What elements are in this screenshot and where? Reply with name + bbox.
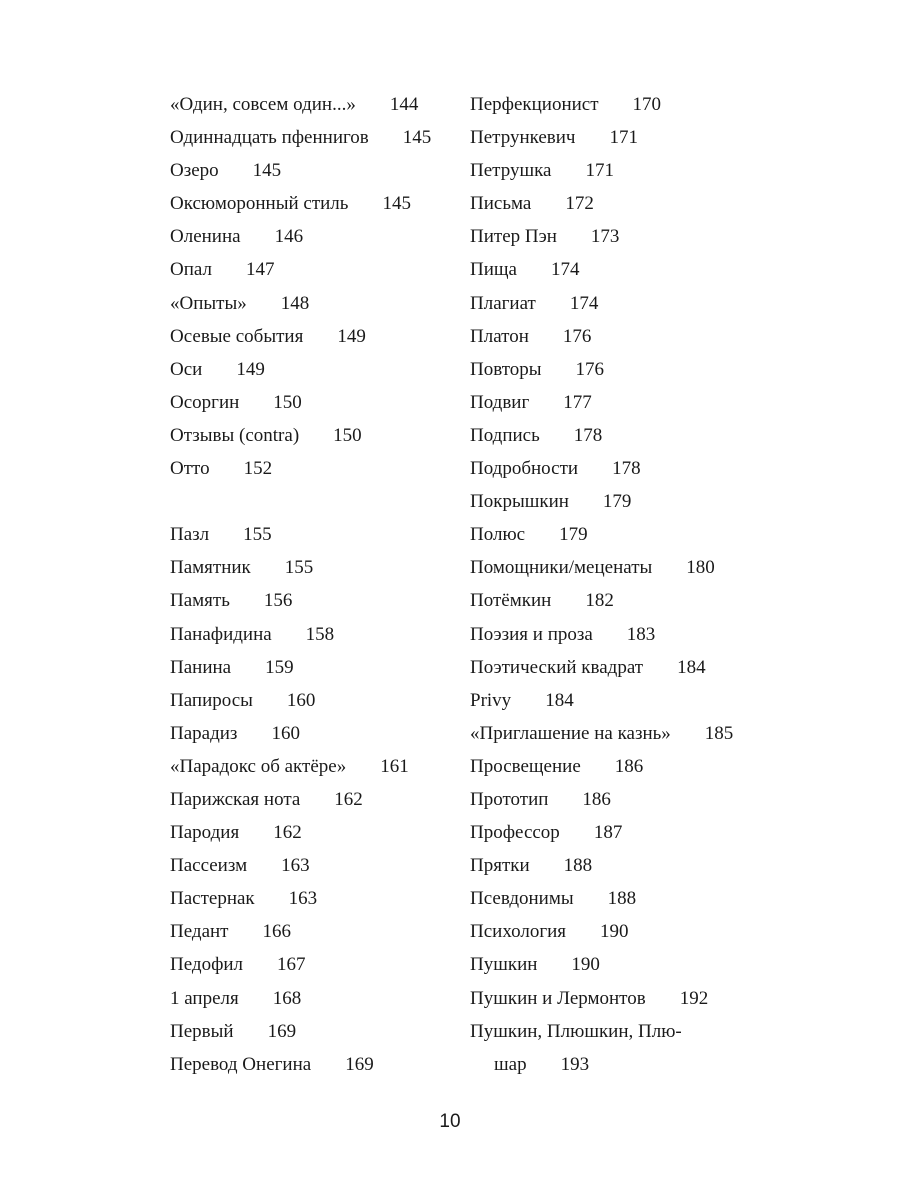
index-page-number: 190 bbox=[571, 954, 600, 976]
index-page-number: 173 bbox=[590, 226, 620, 248]
index-term: Пародия bbox=[170, 822, 240, 844]
index-term: Платон bbox=[470, 325, 529, 347]
index-entry bbox=[170, 88, 460, 121]
index-page-number: 176 bbox=[562, 325, 592, 347]
index-entry bbox=[170, 220, 460, 253]
index-term: Парадиз bbox=[170, 722, 238, 744]
index-entry bbox=[470, 320, 800, 353]
index-term: Пушкин и Лермонтов bbox=[470, 987, 646, 1009]
index-entry bbox=[170, 618, 460, 651]
index-entry bbox=[470, 915, 800, 948]
index-term: Парижская нота bbox=[170, 788, 301, 810]
index-page-number: 160 bbox=[286, 689, 316, 711]
index-term: Плагиат bbox=[470, 292, 536, 314]
index-term: Пища bbox=[470, 259, 517, 281]
index-entry bbox=[470, 253, 800, 286]
index-page-number: 163 bbox=[288, 888, 318, 910]
index-page-number: 174 bbox=[569, 292, 599, 314]
index-entry bbox=[470, 386, 800, 419]
index-entry bbox=[470, 187, 800, 220]
index-term: Пазл bbox=[170, 524, 210, 546]
index-term: Подробности bbox=[470, 458, 579, 480]
index-page-number: 160 bbox=[271, 722, 300, 744]
index-term: Отзывы (contra) bbox=[170, 424, 300, 446]
index-term: Память bbox=[170, 590, 230, 612]
index-page-number: 145 bbox=[402, 127, 432, 149]
index-term: Петрункевич bbox=[470, 127, 576, 149]
index-page-number: 187 bbox=[593, 822, 623, 844]
index-column-left bbox=[170, 88, 460, 1081]
index-page-number: 152 bbox=[243, 458, 273, 480]
index-term: Подвиг bbox=[470, 391, 530, 413]
index-term: Памятник bbox=[170, 557, 251, 579]
index-page-number: 144 bbox=[389, 94, 419, 115]
index-page-number: 146 bbox=[274, 226, 304, 248]
index-entry bbox=[170, 816, 460, 849]
index-entry bbox=[470, 849, 800, 882]
index-page-number: 176 bbox=[575, 358, 605, 380]
index-entry bbox=[470, 518, 800, 551]
index-page-number: 185 bbox=[704, 722, 734, 744]
index-entry bbox=[170, 253, 460, 286]
index-page-number: 162 bbox=[273, 822, 302, 844]
index-term: Отто bbox=[170, 458, 210, 480]
index-entry bbox=[470, 948, 800, 981]
index-term: Просвещение bbox=[470, 755, 581, 777]
index-page-number: 145 bbox=[382, 193, 411, 215]
index-page-number: 148 bbox=[280, 292, 310, 314]
index-term: Письма bbox=[470, 193, 532, 215]
index-entry bbox=[470, 287, 800, 320]
index-term: Осоргин bbox=[170, 391, 240, 413]
index-entry bbox=[470, 584, 800, 617]
index-entry bbox=[170, 915, 460, 948]
index-entry bbox=[170, 154, 460, 187]
index-entry bbox=[170, 419, 460, 452]
index-page-number: 169 bbox=[267, 1020, 297, 1042]
index-page-number: 166 bbox=[262, 921, 291, 943]
index-page-number: 171 bbox=[585, 160, 614, 182]
index-entry bbox=[170, 1048, 460, 1081]
index-page-number: 171 bbox=[609, 127, 638, 149]
index-page-number: 159 bbox=[265, 656, 294, 678]
index-term: Пушкин bbox=[470, 954, 538, 976]
index-entry bbox=[170, 717, 460, 750]
index-term: Оксюморонный стиль bbox=[170, 193, 349, 215]
index-entry bbox=[470, 353, 800, 386]
index-term: Психология bbox=[470, 921, 567, 943]
index-entry bbox=[170, 882, 460, 915]
index-page-number: 186 bbox=[614, 755, 644, 777]
index-term: «Один, совсем один...» bbox=[170, 94, 356, 115]
index-entry bbox=[470, 121, 800, 154]
index-entry bbox=[470, 551, 800, 584]
index-term: Privy bbox=[470, 689, 512, 711]
index-page-number: 169 bbox=[345, 1053, 374, 1075]
index-term: Оленина bbox=[170, 226, 241, 248]
index-page-number: 172 bbox=[565, 193, 594, 215]
index-entry-continuation bbox=[470, 1048, 800, 1081]
index-term: Полюс bbox=[470, 524, 526, 546]
index-entry bbox=[170, 320, 460, 353]
index-term: Пассеизм bbox=[170, 855, 248, 877]
index-entry bbox=[470, 485, 800, 518]
index-entry bbox=[470, 717, 800, 750]
index-entry bbox=[470, 154, 800, 187]
index-term: Поэтический квадрат bbox=[470, 656, 644, 678]
index-page-number: 163 bbox=[281, 855, 310, 877]
index-entry bbox=[470, 750, 800, 783]
index-term: Панина bbox=[170, 656, 232, 678]
index-entry bbox=[470, 88, 800, 121]
index-entry bbox=[470, 419, 800, 452]
index-page-number: 183 bbox=[626, 623, 656, 645]
index-page-number: 155 bbox=[243, 524, 272, 546]
index-term: 1 апреля bbox=[170, 987, 239, 1009]
index-entry bbox=[170, 849, 460, 882]
index-term: Одиннадцать пфеннигов bbox=[170, 127, 369, 149]
index-term: Первый bbox=[170, 1020, 234, 1042]
index-entry bbox=[170, 386, 460, 419]
index-page-number: 179 bbox=[602, 491, 632, 513]
index-term: Папиросы bbox=[170, 689, 253, 711]
index-entry bbox=[470, 651, 800, 684]
index-term: Помощники/меценаты bbox=[470, 557, 653, 579]
index-entry bbox=[170, 651, 460, 684]
index-entry bbox=[170, 584, 460, 617]
index-term: Профессор bbox=[470, 822, 560, 844]
index-term: Педант bbox=[170, 921, 229, 943]
index-page-number: 177 bbox=[563, 391, 592, 413]
index-page-number: 178 bbox=[573, 424, 603, 446]
index-entry bbox=[170, 353, 460, 386]
index-page-number: 174 bbox=[550, 259, 580, 281]
index-entry bbox=[170, 948, 460, 981]
index-page-number: 167 bbox=[277, 954, 306, 976]
index-term: Перфекционист bbox=[470, 94, 599, 115]
page-number: 10 bbox=[439, 1111, 461, 1132]
index-page-number: 170 bbox=[632, 94, 662, 115]
index-term: Петрушка bbox=[470, 160, 552, 182]
index-page-number: 147 bbox=[245, 259, 275, 281]
index-term: Опал bbox=[170, 259, 212, 281]
index-term: Пастернак bbox=[170, 888, 255, 910]
index-term: Подпись bbox=[470, 424, 540, 446]
index-term: Прототип bbox=[470, 788, 549, 810]
index-term: «Приглашение на казнь» bbox=[470, 722, 671, 744]
index-term: Поэзия и проза bbox=[470, 623, 593, 645]
index-entry bbox=[470, 816, 800, 849]
index-entry bbox=[170, 684, 460, 717]
index-term: «Парадокс об актёре» bbox=[170, 755, 347, 777]
index-page-number: 162 bbox=[334, 788, 363, 810]
index-term: Питер Пэн bbox=[470, 226, 557, 248]
index-term: Повторы bbox=[470, 358, 542, 380]
index-term: Оси bbox=[170, 358, 203, 380]
index-page-number: 161 bbox=[380, 755, 409, 777]
index-entry bbox=[470, 220, 800, 253]
index-page-number: 150 bbox=[273, 391, 302, 413]
index-term: Озеро bbox=[170, 160, 219, 182]
index-entry bbox=[170, 783, 460, 816]
index-term: шар bbox=[494, 1053, 527, 1075]
index-term: Потёмкин bbox=[470, 590, 552, 612]
index-entry bbox=[170, 1015, 460, 1048]
index-term: Покрышкин bbox=[470, 491, 569, 513]
index-entry bbox=[470, 982, 800, 1015]
index-term: Панафидина bbox=[170, 623, 272, 645]
index-page-number: 155 bbox=[284, 557, 314, 579]
index-entry bbox=[170, 750, 460, 783]
index-page-number: 192 bbox=[679, 987, 709, 1009]
index-gap bbox=[170, 485, 460, 518]
index-entry bbox=[470, 684, 800, 717]
index-term: Пушкин, Плюшкин, Плю- bbox=[470, 1020, 682, 1042]
index-term: Педофил bbox=[170, 954, 244, 976]
index-page-number: 168 bbox=[272, 987, 302, 1009]
index-entry bbox=[170, 551, 460, 584]
index-page-number: 186 bbox=[582, 788, 611, 810]
index-term: «Опыты» bbox=[170, 292, 247, 314]
index-page-number: 179 bbox=[559, 524, 588, 546]
index-entry bbox=[470, 1015, 800, 1048]
index-entry bbox=[470, 452, 800, 485]
index-page-number: 188 bbox=[563, 855, 593, 877]
index-entry bbox=[170, 518, 460, 551]
index-entry bbox=[470, 882, 800, 915]
index-page-number: 145 bbox=[252, 160, 282, 182]
index-page-number: 178 bbox=[612, 458, 641, 480]
index-page-number: 184 bbox=[677, 656, 706, 678]
index-page-number: 150 bbox=[333, 424, 362, 446]
index-entry bbox=[170, 452, 460, 485]
index-page-number: 188 bbox=[607, 888, 637, 910]
index-page-number: 190 bbox=[600, 921, 629, 943]
index-page-number: 184 bbox=[545, 689, 574, 711]
index-term: Прятки bbox=[470, 855, 530, 877]
index-entry bbox=[170, 982, 460, 1015]
index-page-number: 149 bbox=[337, 325, 366, 347]
index-page-number: 182 bbox=[585, 590, 614, 612]
index-page-number: 156 bbox=[263, 590, 293, 612]
index-entry bbox=[170, 121, 460, 154]
index-entry bbox=[470, 783, 800, 816]
index-entry bbox=[170, 187, 460, 220]
index-page-number: 158 bbox=[305, 623, 335, 645]
index-page-number: 149 bbox=[236, 358, 265, 380]
index-column-right bbox=[470, 88, 800, 1081]
index-term: Перевод Онегина bbox=[170, 1053, 312, 1075]
index-entry bbox=[170, 287, 460, 320]
index-entry bbox=[470, 618, 800, 651]
index-term: Осевые события bbox=[170, 325, 304, 347]
index-page-number: 193 bbox=[560, 1053, 590, 1075]
index-page-number: 180 bbox=[686, 557, 715, 579]
index-term: Псевдонимы bbox=[470, 888, 574, 910]
